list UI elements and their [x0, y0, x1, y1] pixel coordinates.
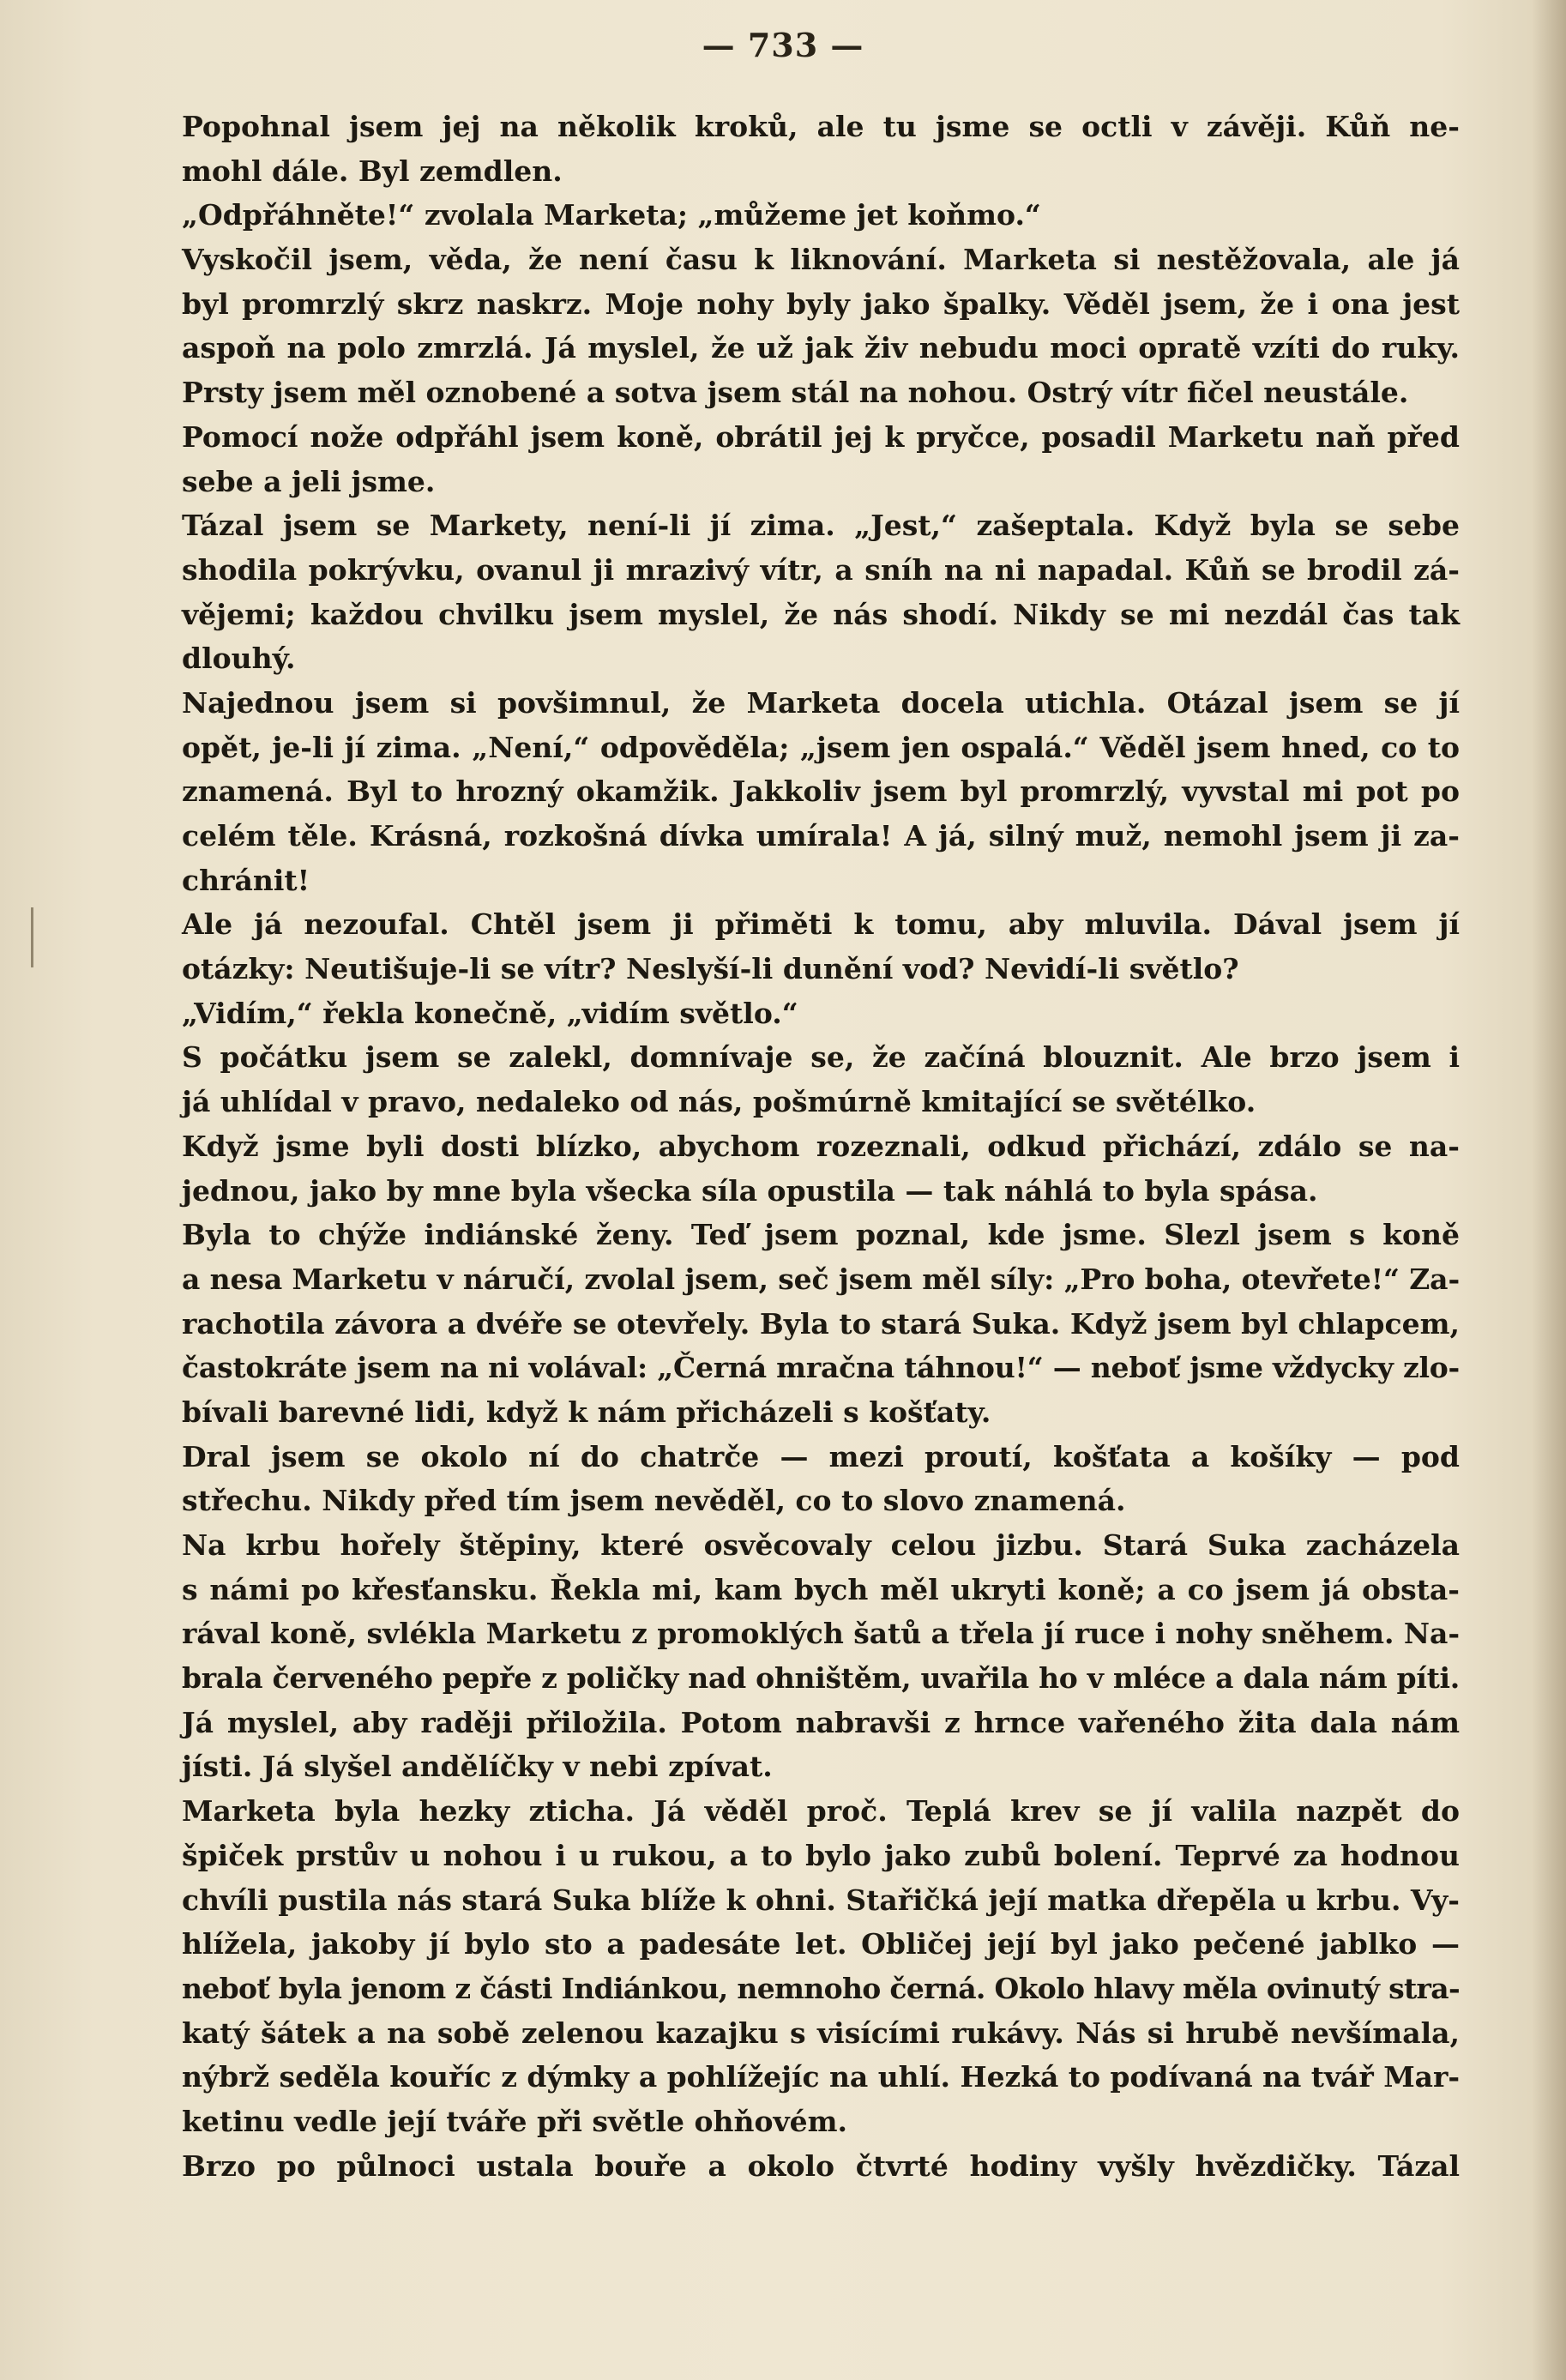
- text-line: opět, je-li jí zima. „Není,“ odpověděla; „jsem jen ospalá.“ Věděl jsem hned, co to: [182, 730, 1460, 764]
- text-line: jednou, jako by mne byla všecka síla opustila — tak náhlá to byla spása.: [182, 1173, 1318, 1208]
- text-line: Dral jsem se okolo ní do chatrče — mezi proutí, košťata a košíky — pod: [182, 1439, 1460, 1473]
- text-line: jísti. Já slyšel andělíčky v nebi zpívat.: [182, 1750, 773, 1784]
- text-line: Já myslel, aby raději přiložila. Potom nabravši z hrnce vařeného žita dala nám: [182, 1705, 1460, 1739]
- text-line: rával koně, svlékla Marketu z promoklých šatů a třela jí ruce i nohy sněhem. Na-: [182, 1617, 1460, 1651]
- text-line: katý šátek a na sobě zelenou kazajku s visícími rukávy. Nás si hrubě nevšímala,: [182, 2015, 1460, 2050]
- text-line: a nesa Marketu v náručí, zvolal jsem, seč jsem měl síly: „Pro boha, otevřete!“ Za-: [182, 1262, 1461, 1296]
- text-line: shodila pokrývku, ovanul ji mrazivý vítr, a sníh na ni napadal. Kůň se brodil zá-: [182, 552, 1460, 587]
- text-line: chránit!: [182, 863, 310, 897]
- text-line: „Odpřáhněte!“ zvolala Marketa; „můžeme jet koňmo.“: [182, 198, 1041, 232]
- text-line: otázky: Neutišuje-li se vítr? Neslyší-li dunění vod? Nevidí-li světlo?: [182, 952, 1239, 986]
- text-line: aspoň na polo zmrzlá. Já myslel, že už jak živ nebudu moci opratě vzíti do ruky.: [182, 331, 1460, 365]
- text-line: ketinu vedle její tváře při světle ohňovém.: [182, 2104, 848, 2138]
- page-number: — 733 —: [702, 26, 864, 64]
- text-line: Najednou jsem si povšimnul, že Marketa docela utichla. Otázal jsem se jí: [182, 685, 1460, 720]
- text-line: Když jsme byli dosti blízko, abychom rozeznali, odkud přichází, zdálo se na-: [182, 1129, 1460, 1163]
- text-line: Popohnal jsem jej na několik kroků, ale tu jsme se octli v závěji. Kůň ne-: [182, 110, 1460, 143]
- text-line: mohl dále. Byl zemdlen.: [182, 154, 563, 188]
- text-line: znamená. Byl to hrozný okamžik. Jakkoliv jsem byl promrzlý, vyvstal mi pot po: [182, 774, 1460, 809]
- text-line: celém těle. Krásná, rozkošná dívka umírala! A já, silný muž, nemohl jsem ji za-: [182, 819, 1460, 853]
- text-line: S počátku jsem se zalekl, domnívaje se, že začíná blouznit. Ale brzo jsem i: [182, 1040, 1460, 1075]
- text-line: vějemi; každou chvilku jsem myslel, že nás shodí. Nikdy se mi nezdál čas tak: [182, 597, 1460, 631]
- text-line: Byla to chýže indiánské ženy. Teď jsem poznal, kde jsme. Slezl jsem s koně: [182, 1218, 1460, 1252]
- text-line: rachotila závora a dvéře se otevřely. Byla to stará Suka. Když jsem byl chlapcem,: [182, 1306, 1460, 1341]
- text-line: „Vidím,“ řekla konečně, „vidím světlo.“: [182, 996, 798, 1030]
- text-line: bívali barevné lidi, když k nám přicházeli s košťaty.: [182, 1395, 991, 1429]
- text-line: nýbrž seděla kouříc z dýmky a pohlížejíc na uhlí. Hezká to podívaná na tvář Mar-: [182, 2060, 1460, 2094]
- margin-pencil-mark: [31, 907, 33, 967]
- text-line: s námi po křesťansku. Řekla mi, kam bych měl ukryti koně; a co jsem já obsta-: [182, 1572, 1460, 1606]
- text-line: Pomocí nože odpřáhl jsem koně, obrátil jej k pryčce, posadil Marketu naň před: [182, 419, 1460, 454]
- text-line: dlouhý.: [182, 642, 296, 676]
- text-line: špiček prstův u nohou i u rukou, a to bylo jako zubů bolení. Teprvé za hodnou: [182, 1838, 1460, 1872]
- text-line: Prsty jsem měl oznobené a sotva jsem stál na nohou. Ostrý vítr fičel neustále.: [182, 376, 1409, 410]
- text-line: hlížela, jakoby jí bylo sto a padesáte let. Obličej její byl jako pečené jablko —: [182, 1927, 1460, 1961]
- text-line: Vyskočil jsem, věda, že není času k liknování. Marketa si nestěžovala, ale já: [182, 243, 1460, 277]
- text-line: byl promrzlý skrz naskrz. Moje nohy byly jako špalky. Věděl jsem, že i ona jest: [182, 286, 1460, 321]
- body-text: [182, 105, 1460, 2188]
- text-line: Tázal jsem se Markety, není-li jí zima. „Jest,“ zašeptala. Když byla se sebe: [182, 509, 1460, 543]
- text-line: já uhlídal v pravo, nedaleko od nás, pošmúrně kmitající se světélko.: [182, 1085, 1256, 1119]
- text-line: Marketa byla hezky zticha. Já věděl proč. Teplá krev se jí valila nazpět do: [182, 1794, 1460, 1829]
- text-line: střechu. Nikdy před tím jsem nevěděl, co to slovo znamená.: [182, 1484, 1126, 1518]
- text-line: častokráte jsem na ni volával: „Černá mračna táhnou!“ — neboť jsme vždycky zlo-: [182, 1351, 1461, 1385]
- text-line: chvíli pustila nás stará Suka blíže k ohni. Stařičká její matka dřepěla u krbu. Vy-: [182, 1883, 1460, 1917]
- text-line: Ale já nezoufal. Chtěl jsem ji přiměti k tomu, aby mluvila. Dával jsem jí: [182, 907, 1460, 942]
- text-line: sebe a jeli jsme.: [182, 464, 436, 498]
- text-line: Na krbu hořely štěpiny, které osvěcovaly celou jizbu. Stará Suka zacházela: [182, 1528, 1460, 1562]
- text-line: brala červeného pepře z poličky nad ohništěm, uvařila ho v mléce a dala nám píti.: [182, 1661, 1460, 1696]
- page-gutter-shadow: [1532, 0, 1566, 2380]
- text-line: Brzo po půlnoci ustala bouře a okolo čtvrté hodiny vyšly hvězdičky. Tázal: [182, 2148, 1460, 2183]
- text-line: neboť byla jenom z části Indiánkou, nemnoho černá. Okolo hlavy měla ovinutý stra-: [182, 1971, 1460, 2005]
